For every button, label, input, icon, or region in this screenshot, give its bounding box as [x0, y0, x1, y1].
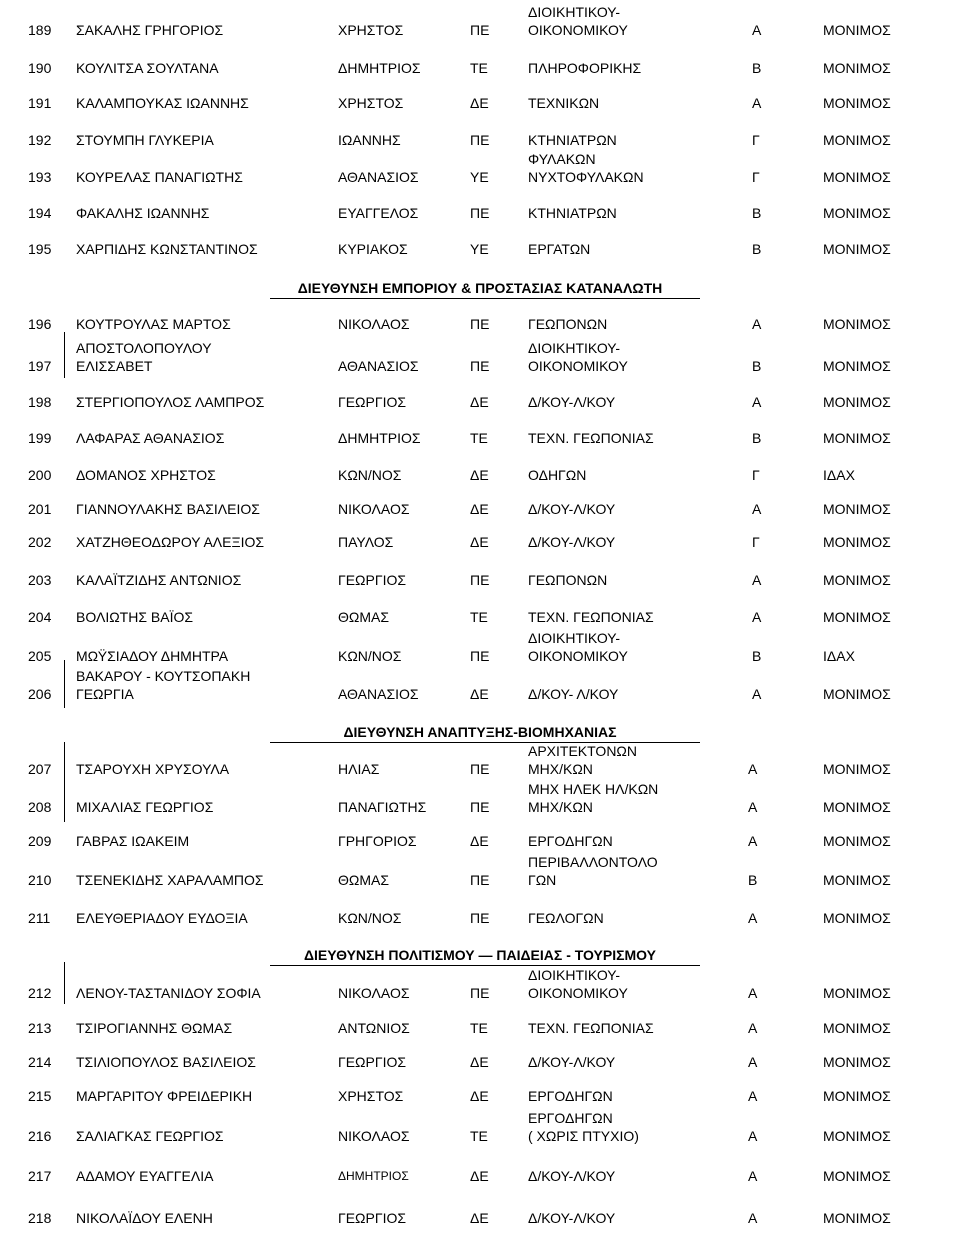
father-name: ΑΘΑΝΑΣΙΟΣ	[338, 169, 419, 185]
grade: Α	[748, 761, 758, 777]
employee-name: ΕΛΙΣΣΑΒΕΤ	[76, 358, 153, 374]
specialty: ΔΙΟΙΚΗΤΙΚΟΥ-	[528, 340, 620, 356]
table-border	[64, 742, 65, 822]
specialty: ΔΙΟΙΚΗΤΙΚΟΥ-	[528, 4, 620, 20]
employment-status: ΙΔΑΧ	[823, 648, 855, 664]
row-divider	[64, 1107, 904, 1108]
table-border	[64, 962, 65, 1004]
row-number: 197	[28, 358, 52, 374]
row-divider	[64, 486, 904, 487]
specialty: ΦΥΛΑΚΩΝ	[528, 151, 596, 167]
employee-name: ΚΟΥΤΡΟΥΛΑΣ ΜΑΡΤΟΣ	[76, 316, 231, 332]
father-name: ΔΗΜΗΤΡΙΟΣ	[338, 430, 421, 446]
specialty: ΝΥΧΤΟΦΥΛΑΚΩΝ	[528, 169, 644, 185]
employment-status: ΜΟΝΙΜΟΣ	[823, 316, 891, 332]
row-divider	[64, 1004, 904, 1005]
employment-status: ΜΟΝΙΜΟΣ	[823, 799, 891, 815]
employment-status: ΜΟΝΙΜΟΣ	[823, 1054, 891, 1070]
education-category: ΔΕ	[470, 394, 489, 410]
education-category: ΤΕ	[470, 609, 488, 625]
employment-status: ΜΟΝΙΜΟΣ	[823, 358, 891, 374]
grade: Β	[752, 205, 762, 221]
row-number: 215	[28, 1088, 52, 1104]
grade: Α	[752, 22, 762, 38]
employee-name: ΒΑΚΑΡΟΥ - ΚΟΥΤΣΟΠΑΚΗ	[76, 668, 251, 684]
father-name: ΚΩΝ/ΝΟΣ	[338, 648, 402, 664]
row-divider	[64, 377, 904, 378]
employment-status: ΜΟΝΙΜΟΣ	[823, 169, 891, 185]
specialty: ΕΡΓΟΔΗΓΩΝ	[528, 1088, 613, 1104]
grade: Α	[748, 985, 758, 1001]
grade: Β	[752, 60, 762, 76]
row-number: 209	[28, 833, 52, 849]
row-divider	[64, 1147, 904, 1148]
grade: Γ	[752, 534, 760, 550]
education-category: ΔΕ	[470, 1168, 489, 1184]
employee-name: ΜΑΡΓΑΡΙΤΟΥ ΦΡΕΙΔΕΡΙΚΗ	[76, 1088, 253, 1104]
specialty: ΚΤΗΝΙΑΤΡΩΝ	[528, 205, 617, 221]
education-category: ΔΕ	[470, 501, 489, 517]
specialty: ΤΕΧΝ. ΓΕΩΠΟΝΙΑΣ	[528, 1020, 654, 1036]
row-number: 199	[28, 430, 52, 446]
employee-name: ΤΣΙΛΙΟΠΟΥΛΟΣ ΒΑΣΙΛΕΙΟΣ	[76, 1054, 256, 1070]
education-category: ΠΕ	[470, 358, 490, 374]
father-name: ΚΩΝ/ΝΟΣ	[338, 910, 402, 926]
father-name: ΘΩΜΑΣ	[338, 872, 390, 888]
row-number: 218	[28, 1210, 52, 1226]
specialty: ΕΡΓΟΔΗΓΩΝ	[528, 1110, 613, 1126]
father-name: ΠΑΝΑΓΙΩΤΗΣ	[338, 799, 427, 815]
grade: Α	[748, 1210, 758, 1226]
employment-status: ΜΟΝΙΜΟΣ	[823, 205, 891, 221]
row-number: 200	[28, 467, 52, 483]
employment-status: ΜΟΝΙΜΟΣ	[823, 572, 891, 588]
specialty: ΕΡΓΟΔΗΓΩΝ	[528, 833, 613, 849]
row-divider	[64, 413, 904, 414]
row-number: 202	[28, 534, 52, 550]
education-category: ΔΕ	[470, 1054, 489, 1070]
father-name: ΓΕΩΡΓΙΟΣ	[338, 572, 406, 588]
father-name: ΑΘΑΝΑΣΙΟΣ	[338, 358, 419, 374]
education-category: ΠΕ	[470, 572, 490, 588]
employment-status: ΜΟΝΙΜΟΣ	[823, 394, 891, 410]
row-number: 207	[28, 761, 52, 777]
specialty: ΜΗΧ/ΚΩΝ	[528, 799, 593, 815]
employee-name: ΤΣΕΝΕΚΙΔΗΣ ΧΑΡΑΛΑΜΠΟΣ	[76, 872, 264, 888]
education-category: ΠΕ	[470, 872, 490, 888]
specialty: ΓΕΩΛΟΓΩΝ	[528, 910, 604, 926]
education-category: ΠΕ	[470, 799, 490, 815]
row-number: 210	[28, 872, 52, 888]
employment-status: ΜΟΝΙΜΟΣ	[823, 501, 891, 517]
grade: Α	[748, 1020, 758, 1036]
grade: Α	[748, 1088, 758, 1104]
specialty: ( ΧΩΡΙΣ ΠΤΥΧΙΟ)	[528, 1128, 639, 1144]
employment-status: ΜΟΝΙΜΟΣ	[823, 609, 891, 625]
grade: Α	[748, 1054, 758, 1070]
row-divider	[64, 114, 904, 115]
employment-status: ΙΔΑΧ	[823, 467, 855, 483]
employee-name: ΣΤΕΡΓΙΟΠΟΥΛΟΣ ΛΑΜΠΡΟΣ	[76, 394, 265, 410]
grade: Β	[748, 872, 758, 888]
row-number: 208	[28, 799, 52, 815]
education-category: ΥΕ	[470, 241, 489, 257]
employee-name: ΝΙΚΟΛΑΪΔΟΥ ΕΛΕΝΗ	[76, 1210, 213, 1226]
row-number: 195	[28, 241, 52, 257]
employment-status: ΜΟΝΙΜΟΣ	[823, 22, 891, 38]
education-category: ΤΕ	[470, 1020, 488, 1036]
employee-name: ΑΔΑΜΟΥ ΕΥΑΓΓΕΛΙΑ	[76, 1168, 214, 1184]
education-category: ΠΕ	[470, 316, 490, 332]
employee-name: ΔΟΜΑΝΟΣ ΧΡΗΣΤΟΣ	[76, 467, 216, 483]
row-number: 212	[28, 985, 52, 1001]
specialty: ΟΙΚΟΝΟΜΙΚΟΥ	[528, 22, 628, 38]
specialty: ΤΕΧΝΙΚΩΝ	[528, 95, 600, 111]
employment-status: ΜΟΝΙΜΟΣ	[823, 1020, 891, 1036]
specialty: ΟΙΚΟΝΟΜΙΚΟΥ	[528, 985, 628, 1001]
specialty: ΔΙΟΙΚΗΤΙΚΟΥ-	[528, 630, 620, 646]
employment-status: ΜΟΝΙΜΟΣ	[823, 985, 891, 1001]
row-number: 211	[28, 910, 51, 926]
father-name: ΝΙΚΟΛΑΟΣ	[338, 1128, 410, 1144]
specialty: Δ/ΚΟΥ-Λ/ΚΟΥ	[528, 1054, 616, 1070]
row-divider	[64, 553, 904, 554]
grade: Α	[748, 833, 758, 849]
education-category: ΠΕ	[470, 761, 490, 777]
father-name: ΓΕΩΡΓΙΟΣ	[338, 1210, 406, 1226]
employee-name: ΤΣΙΡΟΓΙΑΝΝΗΣ ΘΩΜΑΣ	[76, 1020, 233, 1036]
specialty: ΜΗΧ/ΚΩΝ	[528, 761, 593, 777]
employee-name: ΑΠΟΣΤΟΛΟΠΟΥΛΟΥ	[76, 340, 212, 356]
specialty: ΤΕΧΝ. ΓΕΩΠΟΝΙΑΣ	[528, 430, 654, 446]
employment-status: ΜΟΝΙΜΟΣ	[823, 95, 891, 111]
specialty: ΠΕΡΙΒΑΛΛΟΝΤΟΛΟ	[528, 854, 658, 870]
row-divider	[64, 520, 904, 521]
row-divider	[64, 818, 904, 819]
employee-name: ΓΕΩΡΓΙΑ	[76, 686, 134, 702]
father-name: ΔΗΜΗΤΡΙΟΣ	[338, 60, 421, 76]
employment-status: ΜΟΝΙΜΟΣ	[823, 534, 891, 550]
row-divider	[64, 705, 904, 706]
employee-name: ΚΟΥΛΙΤΣΑ ΣΟΥΛΤΑΝΑ	[76, 60, 219, 76]
employee-name: ΓΑΒΡΑΣ ΙΩΑΚΕΙΜ	[76, 833, 190, 849]
row-number: 196	[28, 316, 52, 332]
specialty: Δ/ΚΟΥ-Λ/ΚΟΥ	[528, 534, 616, 550]
table-border	[64, 660, 65, 708]
employee-name: ΒΟΛΙΩΤΗΣ ΒΑΪΟΣ	[76, 609, 193, 625]
father-name: ΧΡΗΣΤΟΣ	[338, 1088, 404, 1104]
grade: Γ	[752, 132, 760, 148]
father-name: ΙΩΑΝΝΗΣ	[338, 132, 401, 148]
education-category: ΤΕ	[470, 430, 488, 446]
row-divider	[64, 1187, 904, 1188]
education-category: ΠΕ	[470, 985, 490, 1001]
row-number: 217	[28, 1168, 52, 1184]
grade: Α	[752, 572, 762, 588]
education-category: ΔΕ	[470, 1210, 489, 1226]
grade: Β	[752, 648, 762, 664]
employment-status: ΜΟΝΙΜΟΣ	[823, 910, 891, 926]
employee-name: ΚΑΛΑΜΠΟΥΚΑΣ ΙΩΑΝΝΗΣ	[76, 95, 249, 111]
section-heading: ΔΙΕΥΘΥΝΣΗ ΕΜΠΟΡΙΟΥ & ΠΡΟΣΤΑΣΙΑΣ ΚΑΤΑΝΑΛΩΤΗ	[297, 280, 663, 296]
father-name: ΝΙΚΟΛΑΟΣ	[338, 985, 410, 1001]
education-category: ΔΕ	[470, 95, 489, 111]
employee-name: ΣΑΚΑΛΗΣ ΓΡΗΓΟΡΙΟΣ	[76, 22, 224, 38]
row-number: 191	[28, 95, 52, 111]
row-divider	[64, 151, 904, 152]
row-divider	[64, 335, 904, 336]
specialty: ΟΔΗΓΩΝ	[528, 467, 587, 483]
grade: Α	[752, 95, 762, 111]
father-name: ΚΩΝ/ΝΟΣ	[338, 467, 402, 483]
employment-status: ΜΟΝΙΜΟΣ	[823, 430, 891, 446]
specialty: ΑΡΧΙΤΕΚΤΟΝΩΝ	[528, 743, 638, 759]
employee-name: ΣΤΟΥΜΠΗ ΓΛΥΚΕΡΙΑ	[76, 132, 214, 148]
specialty: ΤΕΧΝ. ΓΕΩΠΟΝΙΑΣ	[528, 609, 654, 625]
employee-name: ΣΑΛΙΑΓΚΑΣ ΓΕΩΡΓΙΟΣ	[76, 1128, 224, 1144]
father-name: ΚΥΡΙΑΚΟΣ	[338, 241, 408, 257]
employment-status: ΜΟΝΙΜΟΣ	[823, 833, 891, 849]
employment-status: ΜΟΝΙΜΟΣ	[823, 1168, 891, 1184]
education-category: ΔΕ	[470, 467, 489, 483]
education-category: ΥΕ	[470, 169, 489, 185]
row-divider	[64, 929, 904, 930]
row-number: 205	[28, 648, 52, 664]
employment-status: ΜΟΝΙΜΟΣ	[823, 761, 891, 777]
row-number: 193	[28, 169, 52, 185]
employee-name: ΧΑΤΖΗΘΕΟΔΩΡΟΥ ΑΛΕΞΙΟΣ	[76, 534, 265, 550]
father-name: ΕΥΑΓΓΕΛΟΣ	[338, 205, 419, 221]
grade: Α	[748, 799, 758, 815]
grade: Α	[752, 609, 762, 625]
employment-status: ΜΟΝΙΜΟΣ	[823, 1088, 891, 1104]
row-divider	[64, 188, 904, 189]
specialty: Δ/ΚΟΥ-Λ/ΚΟΥ	[528, 1168, 616, 1184]
father-name: ΓΕΩΡΓΙΟΣ	[338, 1054, 406, 1070]
specialty: ΠΛΗΡΟΦΟΡΙΚΗΣ	[528, 60, 642, 76]
section-underline	[270, 965, 700, 966]
specialty: ΚΤΗΝΙΑΤΡΩΝ	[528, 132, 617, 148]
father-name: ΗΛΙΑΣ	[338, 761, 380, 777]
section-underline	[270, 298, 700, 299]
section-heading: ΔΙΕΥΘΥΝΣΗ ΑΝΑΠΤΥΞΗΣ-ΒΙΟΜΗΧΑΝΙΑΣ	[343, 724, 617, 740]
row-number: 214	[28, 1054, 52, 1070]
specialty: ΔΙΟΙΚΗΤΙΚΟΥ-	[528, 967, 620, 983]
employment-status: ΜΟΝΙΜΟΣ	[823, 1128, 891, 1144]
row-divider	[64, 591, 904, 592]
education-category: ΠΕ	[470, 648, 490, 664]
row-number: 216	[28, 1128, 52, 1144]
employment-status: ΜΟΝΙΜΟΣ	[823, 686, 891, 702]
employment-status: ΜΟΝΙΜΟΣ	[823, 60, 891, 76]
education-category: ΤΕ	[470, 1128, 488, 1144]
row-divider	[64, 780, 904, 781]
employment-status: ΜΟΝΙΜΟΣ	[823, 132, 891, 148]
row-divider	[64, 41, 904, 42]
row-number: 204	[28, 609, 52, 625]
father-name: ΝΙΚΟΛΑΟΣ	[338, 501, 410, 517]
employee-name: ΤΣΑΡΟΥΧΗ ΧΡΥΣΟΥΛΑ	[76, 761, 230, 777]
employment-status: ΜΟΝΙΜΟΣ	[823, 241, 891, 257]
grade: Α	[748, 910, 758, 926]
specialty: Δ/ΚΟΥ-Λ/ΚΟΥ	[528, 1210, 616, 1226]
father-name: ΧΡΗΣΤΟΣ	[338, 95, 404, 111]
employee-name: ΚΑΛΑΪΤΖΙΔΗΣ ΑΝΤΩΝΙΟΣ	[76, 572, 242, 588]
specialty: ΟΙΚΟΝΟΜΙΚΟΥ	[528, 358, 628, 374]
row-divider	[64, 1039, 904, 1040]
specialty: ΓΕΩΠΟΝΩΝ	[528, 572, 608, 588]
employment-status: ΜΟΝΙΜΟΣ	[823, 872, 891, 888]
row-divider	[64, 260, 904, 261]
row-number: 206	[28, 686, 52, 702]
grade: Α	[748, 1168, 758, 1184]
specialty: Δ/ΚΟΥ-Λ/ΚΟΥ	[528, 394, 616, 410]
table-border	[64, 332, 65, 378]
row-divider	[64, 224, 904, 225]
father-name: ΝΙΚΟΛΑΟΣ	[338, 316, 410, 332]
row-divider	[64, 79, 904, 80]
row-number: 190	[28, 60, 52, 76]
education-category: ΔΕ	[470, 686, 489, 702]
education-category: ΠΕ	[470, 910, 490, 926]
row-divider	[64, 628, 904, 629]
row-number: 198	[28, 394, 52, 410]
section-heading: ΔΙΕΥΘΥΝΣΗ ΠΟΛΙΤΙΣΜΟΥ — ΠΑΙΔΕΙΑΣ - ΤΟΥΡΙΣΜΟΥ	[303, 947, 657, 963]
grade: Α	[752, 316, 762, 332]
grade: Β	[752, 241, 762, 257]
specialty: ΓΕΩΠΟΝΩΝ	[528, 316, 608, 332]
education-category: ΔΕ	[470, 534, 489, 550]
employee-name: ΛΕΝΟΥ-ΤΑΣΤΑΝΙΔΟΥ ΣΟΦΙΑ	[76, 985, 261, 1001]
education-category: ΠΕ	[470, 205, 490, 221]
father-name: ΑΝΤΩΝΙΟΣ	[338, 1020, 410, 1036]
employee-name: ΚΟΥΡΕΛΑΣ ΠΑΝΑΓΙΩΤΗΣ	[76, 169, 243, 185]
row-number: 203	[28, 572, 52, 588]
education-category: ΔΕ	[470, 1088, 489, 1104]
employee-name: ΦΑΚΑΛΗΣ ΙΩΑΝΝΗΣ	[76, 205, 210, 221]
employment-status: ΜΟΝΙΜΟΣ	[823, 1210, 891, 1226]
employee-name: ΓΙΑΝΝΟΥΛΑΚΗΣ ΒΑΣΙΛΕΙΟΣ	[76, 501, 260, 517]
grade: Γ	[752, 467, 760, 483]
specialty: ΜΗΧ ΗΛΕΚ ΗΛ/ΚΩΝ	[528, 781, 659, 797]
education-category: ΠΕ	[470, 132, 490, 148]
employee-name: ΛΑΦΑΡΑΣ ΑΘΑΝΑΣΙΟΣ	[76, 430, 225, 446]
row-divider	[64, 891, 904, 892]
father-name: ΘΩΜΑΣ	[338, 609, 390, 625]
specialty: Δ/ΚΟΥ- Λ/ΚΟΥ	[528, 686, 619, 702]
employee-name: ΜΩΫΣΙΑΔΟΥ ΔΗΜΗΤΡΑ	[76, 648, 229, 664]
grade: Β	[752, 358, 762, 374]
specialty: ΟΙΚΟΝΟΜΙΚΟΥ	[528, 648, 628, 664]
father-name: ΑΘΑΝΑΣΙΟΣ	[338, 686, 419, 702]
employee-name: ΕΛΕΥΘΕΡΙΑΔΟΥ ΕΥΔΟΞΙΑ	[76, 910, 248, 926]
row-divider	[64, 852, 904, 853]
row-divider	[64, 1229, 904, 1230]
father-name: ΓΡΗΓΟΡΙΟΣ	[338, 833, 417, 849]
specialty: ΕΡΓΑΤΩΝ	[528, 241, 591, 257]
grade: Γ	[752, 169, 760, 185]
education-category: ΠΕ	[470, 22, 490, 38]
education-category: ΔΕ	[470, 833, 489, 849]
grade: Β	[752, 430, 762, 446]
row-number: 189	[28, 22, 52, 38]
grade: Α	[752, 394, 762, 410]
father-name: ΔΗΜΗΤΡΙΟΣ	[338, 1169, 409, 1183]
grade: Α	[748, 1128, 758, 1144]
education-category: ΤΕ	[470, 60, 488, 76]
specialty: ΓΩΝ	[528, 872, 557, 888]
row-divider	[64, 1073, 904, 1074]
father-name: ΧΡΗΣΤΟΣ	[338, 22, 404, 38]
row-number: 194	[28, 205, 52, 221]
grade: Α	[752, 501, 762, 517]
grade: Α	[752, 686, 762, 702]
employee-name: ΧΑΡΠΙΔΗΣ ΚΩΝΣΤΑΝΤΙΝΟΣ	[76, 241, 258, 257]
specialty: Δ/ΚΟΥ-Λ/ΚΟΥ	[528, 501, 616, 517]
row-divider	[64, 449, 904, 450]
father-name: ΓΕΩΡΓΙΟΣ	[338, 394, 406, 410]
row-number: 213	[28, 1020, 52, 1036]
father-name: ΠΑΥΛΟΣ	[338, 534, 394, 550]
employee-name: ΜΙΧΑΛΙΑΣ ΓΕΩΡΓΙΟΣ	[76, 799, 214, 815]
row-number: 192	[28, 132, 52, 148]
row-number: 201	[28, 501, 52, 517]
